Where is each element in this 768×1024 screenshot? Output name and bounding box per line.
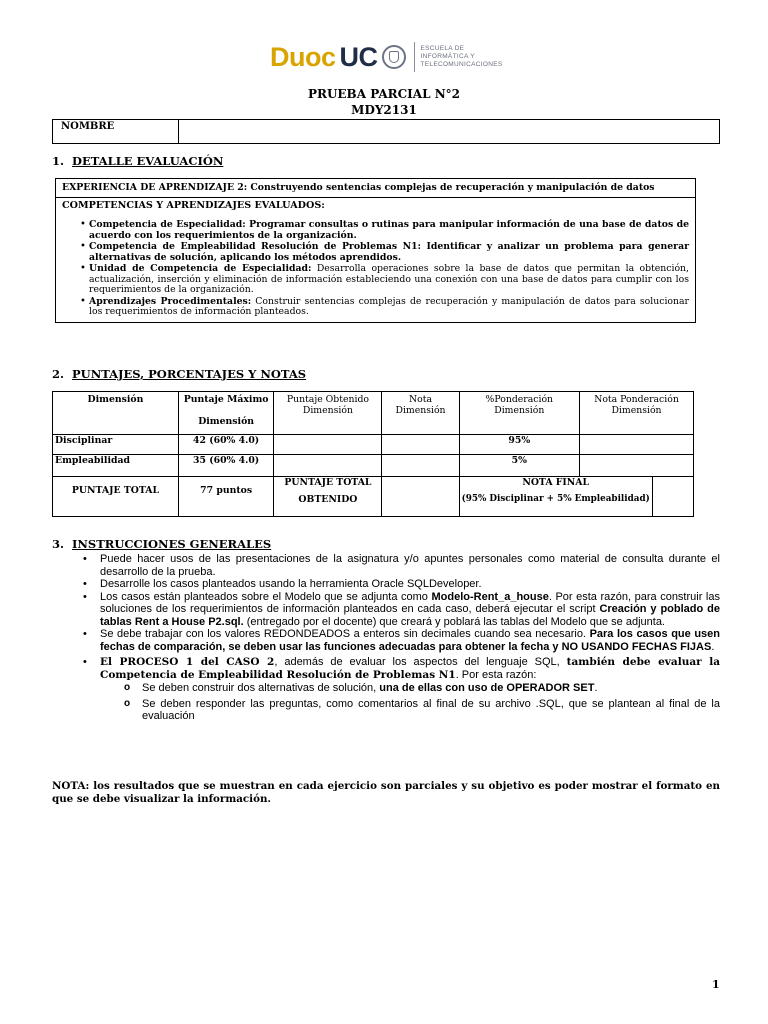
table-row: Empleabilidad 35 (60% 4.0) 5%: [53, 455, 694, 477]
sub-list-item: o Se deben responder las preguntas, como comentarios al final de su archivo .SQL, que se plantean al final de la evaluación: [100, 698, 720, 723]
seal-icon: [382, 45, 406, 69]
header-dimension: Dimensión: [53, 392, 179, 435]
institution-logo: [270, 40, 502, 74]
list-item: • Unidad de Competencia de Especialidad: Desarrolla operaciones sobre la base de datos que permitan la obtención, actualización, inserción y eliminación de información estableciendo una conexión con una base de datos para cumplir con los requerimientos de la organización.: [62, 264, 689, 296]
page-number: 1: [712, 978, 720, 991]
list-item: • Los casos están planteados sobre el Modelo que se adjunta como Modelo-Rent_a_house. Por esta razón, para construir las soluciones de los requerimientos de información planteados en cada caso, deberá ejecutar el script Creación y poblado de tablas Rent a House P2.sql. (entregado por el docente) que creará y poblará las tablas del Modelo que se adjunta.: [52, 591, 720, 629]
list-item: • Aprendizajes Procedimentales: Construir sentencias complejas de recuperación y manipulación de datos para solucionar los requerimientos de información planteados.: [62, 297, 689, 318]
logo-duoc-text: Duoc: [270, 41, 336, 72]
section-heading-instructions: 3. INSTRUCCIONES GENERALES: [52, 537, 272, 551]
list-item: • Desarrolle los casos planteados usando la herramienta Oracle SQLDeveloper.: [52, 578, 720, 591]
learning-experience: EXPERIENCIA DE APRENDIZAJE 2: Construyendo sentencias complejas de recuperación y manipulación de datos: [56, 179, 695, 198]
exam-title: PRUEBA PARCIAL N°2: [307, 87, 461, 101]
total-obtained-label: PUNTAJE TOTAL OBTENIDO: [274, 477, 382, 517]
table-row: Disciplinar 42 (60% 4.0) 95%: [53, 435, 694, 455]
list-item: • Competencia de Especialidad: Programar consultas o rutinas para manipular información de una base de datos de acuerdo con los requerimientos de la organización.: [62, 220, 689, 241]
course-code: MDY2131: [351, 103, 417, 117]
table-total-row: [53, 477, 694, 517]
final-grade-field[interactable]: [652, 477, 693, 517]
total-label: PUNTAJE TOTAL: [53, 477, 179, 517]
school-name: ESCUELA DE INFORMÁTICA Y TELECOMUNICACIONES: [420, 45, 503, 68]
note-paragraph: NOTA: los resultados que se muestran en cada ejercicio son parciales y su objetivo es poder mostrar el formato en que se debe visualizar la información.: [52, 780, 720, 805]
instructions-list: [52, 553, 720, 723]
total-value: 77 puntos: [178, 477, 273, 517]
header-max: Puntaje Máximo Dimensión: [178, 392, 273, 435]
logo-uc-text: UC: [339, 41, 378, 72]
name-label: NOMBRE: [53, 120, 179, 144]
list-item: • Puede hacer usos de las presentaciones de la asignatura y/o apuntes personales como material de consulta durante el desarrollo de la prueba.: [52, 553, 720, 578]
competencies-list: [62, 220, 689, 318]
total-obtained-field[interactable]: [382, 477, 459, 517]
list-item: • Se debe trabajar con los valores REDONDEADOS a enteros sin decimales cuando sea necesario. Para los casos que usen fechas de comparación, se deben usar las funciones adecuadas para obtener la fecha y NO USANDO FECHAS FIJAS.: [52, 628, 720, 653]
logo-divider: [414, 42, 415, 72]
evaluation-detail-box: [55, 178, 696, 323]
header-weight: %Ponderación Dimensión: [459, 392, 579, 435]
section-heading-scores: 2. PUNTAJES, PORCENTAJES Y NOTAS: [52, 367, 307, 381]
name-field[interactable]: [179, 120, 720, 144]
section-heading-evaluation: 1. DETALLE EVALUACIÓN: [52, 154, 224, 168]
competencies-title: COMPETENCIAS Y APRENDIZAJES EVALUADOS:: [62, 200, 325, 211]
name-table: [52, 119, 720, 144]
sub-list-item: o Se deben construir dos alternativas de solución, una de ellas con uso de OPERADOR SET.: [100, 682, 720, 695]
header-weighted-grade: Nota Ponderación Dimensión: [580, 392, 694, 435]
header-grade: Nota Dimensión: [382, 392, 459, 435]
scores-table: [52, 391, 694, 517]
list-item: • Competencia de Empleabilidad Resolución de Problemas N1: Identificar y analizar un problema para generar alternativas de solución, aplicando los métodos aprendidos.: [62, 242, 689, 263]
table-header-row: [53, 392, 694, 435]
header-obtained: Puntaje Obtenido Dimensión: [274, 392, 382, 435]
final-grade-label: NOTA FINAL (95% Disciplinar + 5% Empleabilidad): [459, 477, 652, 517]
list-item: • El PROCESO 1 del CASO 2, además de evaluar los aspectos del lenguaje SQL, también debe evaluar la Competencia de Empleabilidad Resolución de Problemas N1. Por esta razón: o Se deben construir dos alternativas de solución, una de ellas con uso de OPERADOR SET. o Se deben responder las preguntas, como comentarios al final de su archivo .SQL, que se plantean al final de la evaluación: [52, 656, 720, 723]
